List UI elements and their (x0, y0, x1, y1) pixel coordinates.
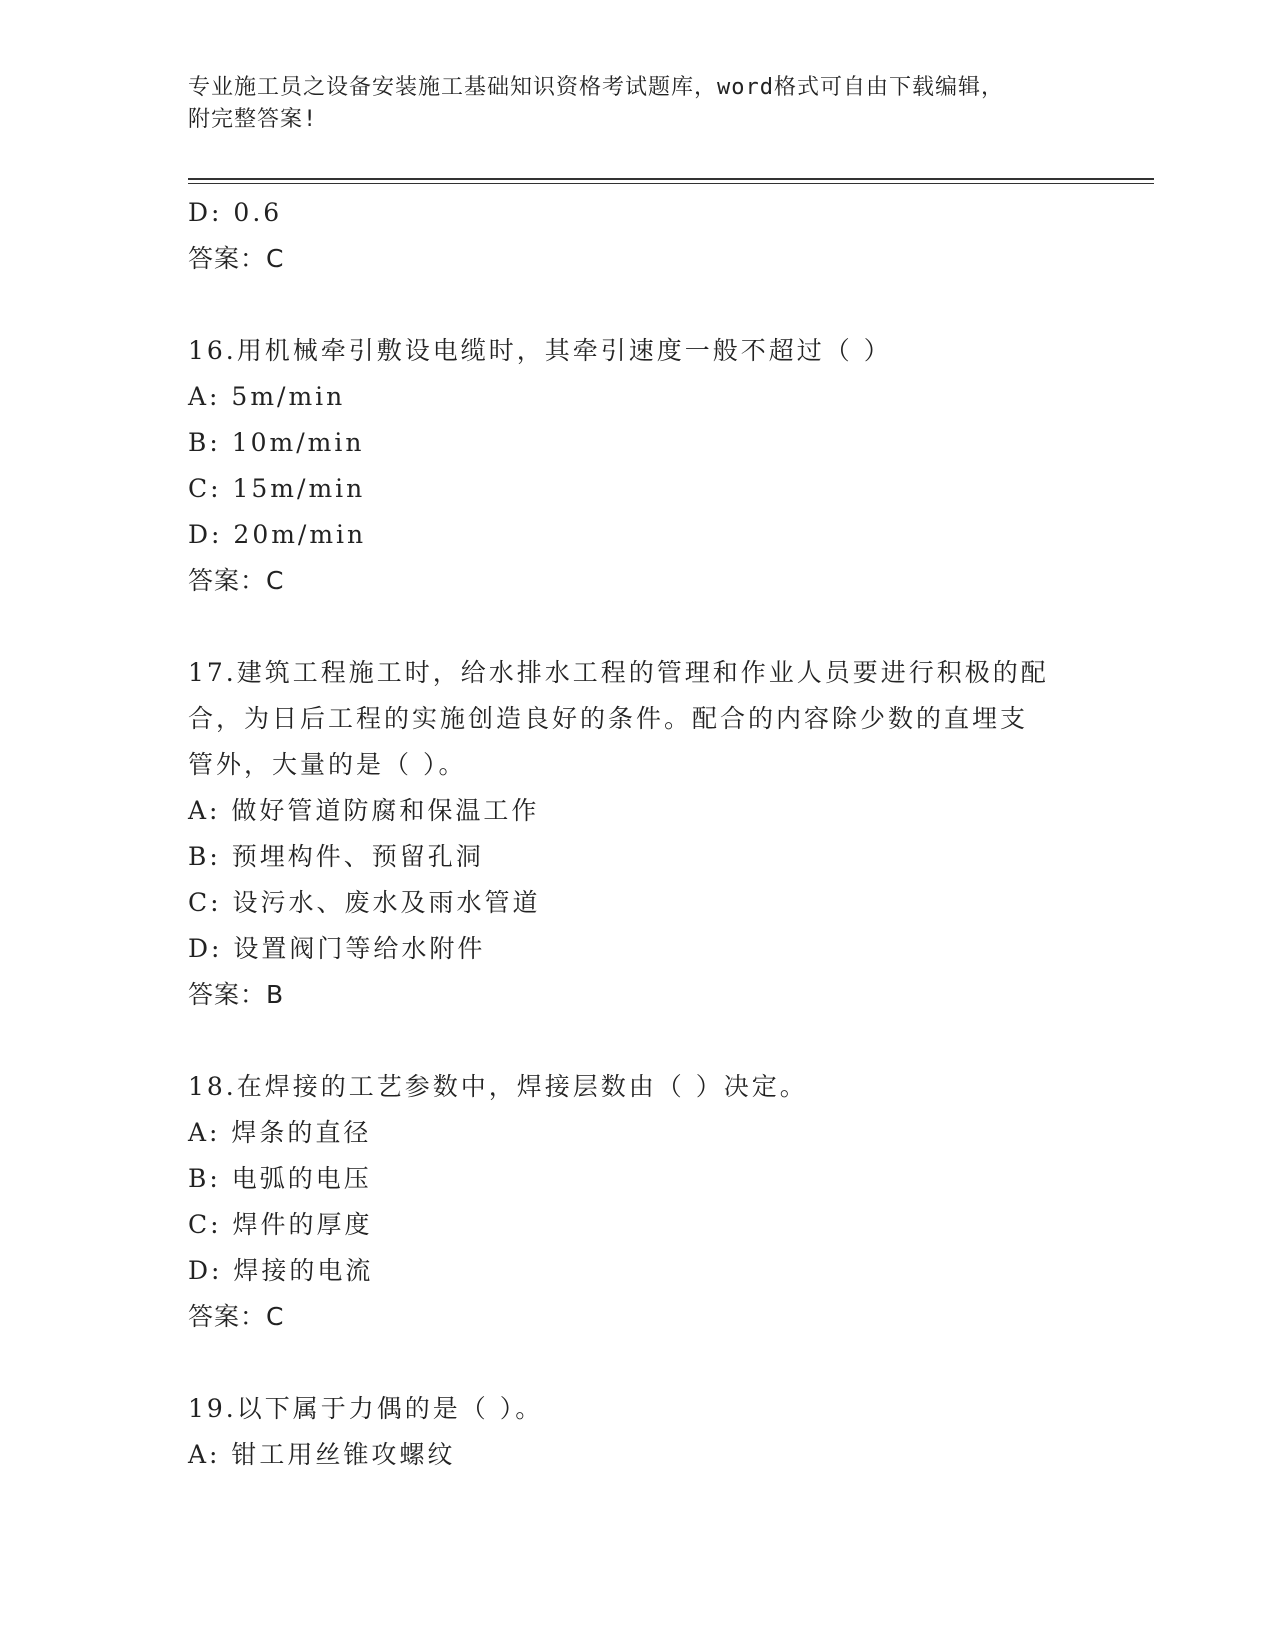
header-divider-thin (188, 183, 1154, 184)
question-17-option-a: A: 做好管道防腐和保温工作 (188, 796, 540, 825)
question-18 (188, 1064, 1088, 1340)
spacer (188, 1018, 1088, 1064)
spacer (188, 604, 1088, 650)
question-18-stem: 18.在焊接的工艺参数中，焊接层数由（ ）决定。 (188, 1072, 808, 1101)
question-16-option-c: C: 15m/min (188, 474, 366, 503)
question-19-option-a: A: 钳工用丝锥攻螺纹 (188, 1440, 456, 1469)
question-17-stem-line-2: 合，为日后工程的实施创造良好的条件。配合的内容除少数的直埋支 (188, 704, 1029, 733)
question-16-option-a: A: 5m/min (188, 382, 346, 411)
question-17-option-b: B: 预埋构件、预留孔洞 (188, 842, 484, 871)
document-header (188, 72, 1068, 136)
question-17-option-d: D: 设置阀门等给水附件 (188, 934, 486, 963)
header-line-2: 附完整答案! (188, 107, 318, 132)
question-17-stem-line-3: 管外，大量的是（ ）。 (188, 750, 467, 779)
question-16-stem: 16.用机械牵引敷设电缆时，其牵引速度一般不超过（ ） (188, 336, 892, 365)
question-18-option-c: C: 焊件的厚度 (188, 1210, 373, 1239)
question-16 (188, 328, 1088, 604)
question-19-stem: 19.以下属于力偶的是（ ）。 (188, 1394, 544, 1423)
header-line-1: 专业施工员之设备安装施工基础知识资格考试题库，word格式可自由下载编辑， (188, 75, 1004, 100)
question-17-option-c: C: 设污水、废水及雨水管道 (188, 888, 541, 917)
carryover-answer: 答案：C (188, 244, 285, 273)
question-18-option-d: D: 焊接的电流 (188, 1256, 374, 1285)
spacer (188, 1340, 1088, 1386)
question-19 (188, 1386, 1088, 1478)
question-16-answer: 答案：C (188, 566, 285, 595)
question-17 (188, 650, 1088, 1018)
spacer (188, 282, 1088, 328)
question-17-answer: 答案：B (188, 980, 285, 1009)
question-16-option-d: D: 20m/min (188, 520, 367, 549)
question-16-option-b: B: 10m/min (188, 428, 365, 457)
question-17-stem-line-1: 17.建筑工程施工时，给水排水工程的管理和作业人员要进行积极的配 (188, 658, 1049, 687)
question-18-option-b: B: 电弧的电压 (188, 1164, 372, 1193)
question-list (188, 190, 1088, 1478)
header-divider-thick (188, 178, 1154, 180)
carryover-option-d: D: 0.6 (188, 198, 283, 227)
question-18-option-a: A: 焊条的直径 (188, 1118, 372, 1147)
question-18-answer: 答案：C (188, 1302, 285, 1331)
